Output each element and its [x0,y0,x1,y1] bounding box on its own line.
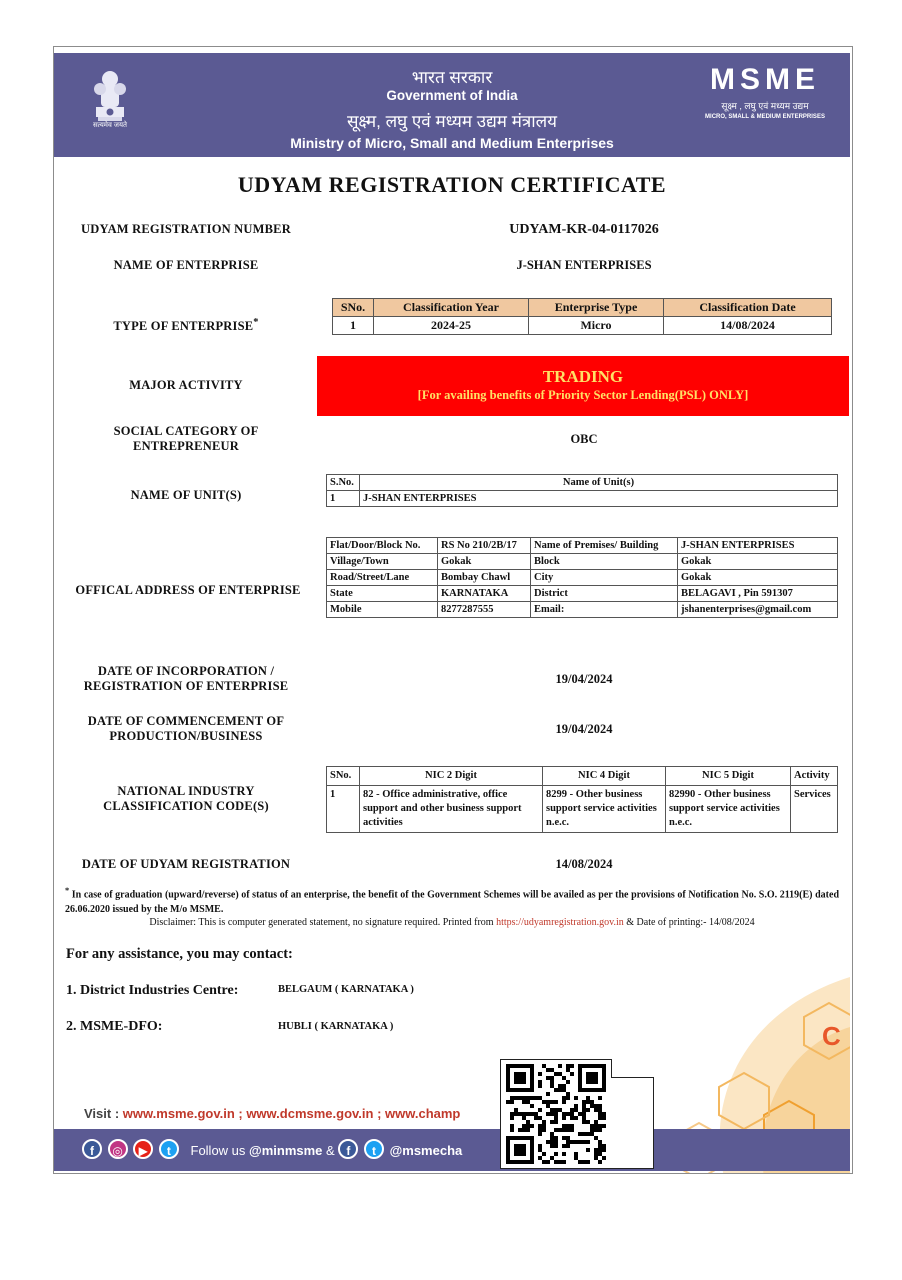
major-activity-label: MAJOR ACTIVITY [129,378,243,392]
facebook-icon-2[interactable]: f [338,1139,358,1159]
social-category-label-line1: SOCIAL CATEGORY OF [113,424,259,438]
table-cell: Gokak [678,554,838,570]
assistance-dic-value: BELGAUM ( KARNATAKA ) [278,984,414,995]
table-cell: Name of Premises/ Building [531,538,678,554]
emblem-motto: सत्यमेव जयते [92,122,128,129]
msme-logo-hindi: सूक्ष्म , लघु एवं मध्यम उद्यम [721,101,809,111]
table-cell: Bombay Chawl [438,570,531,586]
nic-table [326,766,838,833]
table-cell: District [531,586,678,602]
commencement-label-line2: PRODUCTION/BUSINESS [109,729,263,743]
incorporation-label-line1: DATE OF INCORPORATION / [97,664,275,678]
registration-number-value: UDYAM-KR-04-0117026 [509,222,659,237]
table-cell: 1 [327,491,360,507]
table-cell: 2024-25 [374,317,529,335]
youtube-icon[interactable]: ▶ [133,1139,153,1159]
follow-row [82,1139,462,1159]
footnote-text: In case of graduation (upward/reverse) of status of an enterprise, the benefit of the Government Schemes will be availed as per the provisions of Notification No. S.O. 2119(E) dated 26.06.2020 issued by the M/o MSME. [65,889,840,916]
twitter-icon[interactable]: t [159,1139,179,1159]
visit-prefix: Visit : [84,1106,120,1121]
table-row [327,570,838,586]
disclaimer-prefix: Disclaimer: This is computer generated statement, no signature required. Printed from [149,917,494,928]
assistance-dfo-label: 2. MSME-DFO: [66,1019,163,1034]
email-cell: jshanenterprises@gmail.com [678,602,838,618]
table-row [327,786,838,833]
incorporation-label-line2: REGISTRATION OF ENTERPRISE [83,679,289,693]
table-cell: RS No 210/2B/17 [438,538,531,554]
table-row [327,602,838,618]
facebook-icon[interactable]: f [82,1139,102,1159]
table-cell: 8277287555 [438,602,531,618]
certificate-page [53,46,853,1174]
disclaimer-suffix: & Date of printing:- 14/08/2024 [626,917,755,928]
table-cell: J-SHAN ENTERPRISES [360,491,838,507]
major-activity-note: [For availing benefits of Priority Sector Lending(PSL) ONLY] [417,388,749,402]
table-cell: Mobile [327,602,438,618]
registration-number-label: UDYAM REGISTRATION NUMBER [81,222,291,236]
table-header-cell: S.No. [327,475,360,491]
udyam-date-label: DATE OF UDYAM REGISTRATION [81,857,291,871]
table-cell: Road/Street/Lane [327,570,438,586]
major-activity-value: TRADING [542,367,624,386]
table-cell: 82990 - Other business support service activities n.e.c. [666,786,791,833]
assistance-dfo-value: HUBLI ( KARNATAKA ) [278,1021,394,1032]
assistance-dic-label: 1. District Industries Centre: [66,983,239,998]
msme-logo [702,65,828,129]
table-cell: 1 [333,317,374,335]
table-cell: 8299 - Other business support service activities n.e.c. [543,786,666,833]
follow-text: Follow us [190,1143,246,1158]
table-cell: Services [791,786,838,833]
table-header-cell: Classification Year [374,299,529,317]
disclaimer-link[interactable]: https://udyamregistration.gov.in [496,917,624,928]
nic-label [66,784,306,814]
table-row [333,317,832,335]
header-hindi-ministry: सूक्ष्म, लघु एवं मध्यम उद्यम मंत्रालय [346,112,558,131]
header-banner [54,53,850,157]
address-label: OFFICAL ADDRESS OF ENTERPRISE [75,583,301,597]
twitter-icon-2[interactable]: t [364,1139,384,1159]
units-label: NAME OF UNIT(S) [130,488,242,502]
footer-bar [54,1129,850,1171]
follow-amp: & [326,1143,335,1158]
table-row [327,491,838,507]
visit-sites[interactable]: www.msme.gov.in ; www.dcmsme.gov.in ; www.champ [122,1106,461,1121]
commencement-value: 19/04/2024 [555,722,613,736]
enterprise-name-value: J-SHAN ENTERPRISES [516,258,652,272]
disclaimer [54,917,850,928]
table-header-cell: Name of Unit(s) [360,475,838,491]
table-header-cell: NIC 5 Digit [666,767,791,786]
table-cell: KARNATAKA [438,586,531,602]
enterprise-type-header-row [333,299,832,317]
table-cell: Gokak [678,570,838,586]
follow-handle-1[interactable]: @minmsme [249,1143,323,1158]
table-header-cell: Activity [791,767,838,786]
nic-label-line2: CLASSIFICATION CODE(S) [103,799,269,813]
table-header-cell: NIC 2 Digit [360,767,543,786]
social-category-label [66,424,306,454]
address-table [326,537,838,618]
table-cell: Gokak [438,554,531,570]
nic-header-row [327,767,838,786]
instagram-icon[interactable]: ◎ [108,1139,128,1159]
qr-code-frame [500,1059,612,1169]
table-cell: Micro [529,317,664,335]
visit-line [84,1106,460,1121]
header-country: Government of India [386,88,518,103]
units-table [326,474,838,507]
table-cell: City [531,570,678,586]
enterprise-type-mark: * [253,317,259,328]
table-cell: J-SHAN ENTERPRISES [678,538,838,554]
udyam-date-value: 14/08/2024 [555,857,613,871]
social-category-value: OBC [570,432,598,446]
enterprise-name-label: NAME OF ENTERPRISE [113,258,259,272]
table-header-cell: SNo. [327,767,360,786]
incorporation-label [66,664,306,694]
table-cell: 82 - Office administrative, office support and other business support activities [360,786,543,833]
header-ministry: Ministry of Micro, Small and Medium Enterprises [290,135,614,151]
follow-handle-2[interactable]: @msmecha [389,1143,463,1158]
enterprise-type-label [66,315,306,334]
table-cell: 1 [327,786,360,833]
commencement-label-line1: DATE OF COMMENCEMENT OF [87,714,285,728]
assistance-heading: For any assistance, you may contact: [66,946,293,962]
table-header-cell: NIC 4 Digit [543,767,666,786]
table-cell: BELAGAVI , Pin 591307 [678,586,838,602]
enterprise-type-label-text: TYPE OF ENTERPRISE [113,319,254,334]
table-header-cell: Enterprise Type [529,299,664,317]
table-cell: Email: [531,602,678,618]
footnote [65,883,839,917]
commencement-label [66,714,306,744]
table-cell: State [327,586,438,602]
qr-side-box [611,1077,654,1169]
certificate-title: UDYAM REGISTRATION CERTIFICATE [237,172,667,197]
corner-text: C [822,1021,841,1051]
table-cell: Flat/Door/Block No. [327,538,438,554]
major-activity-box [317,356,849,416]
table-header-cell: SNo. [333,299,374,317]
units-header-row [327,475,838,491]
table-cell: Village/Town [327,554,438,570]
msme-logo-sub: MICRO, SMALL & MEDIUM ENTERPRISES [705,114,825,120]
social-category-label-line2: ENTREPRENEUR [133,439,239,453]
table-row [327,586,838,602]
table-header-cell: Classification Date [664,299,832,317]
table-cell: Block [531,554,678,570]
msme-logo-text: MSME [710,63,820,96]
nic-label-line1: NATIONAL INDUSTRY [117,784,255,798]
table-row [327,554,838,570]
table-row [327,538,838,554]
incorporation-value: 19/04/2024 [555,672,613,686]
enterprise-type-table [332,298,832,335]
header-hindi-country: भारत सरकार [411,68,493,87]
qr-code-icon [506,1064,606,1164]
footnote-mark: * [65,886,70,895]
table-cell: 14/08/2024 [664,317,832,335]
